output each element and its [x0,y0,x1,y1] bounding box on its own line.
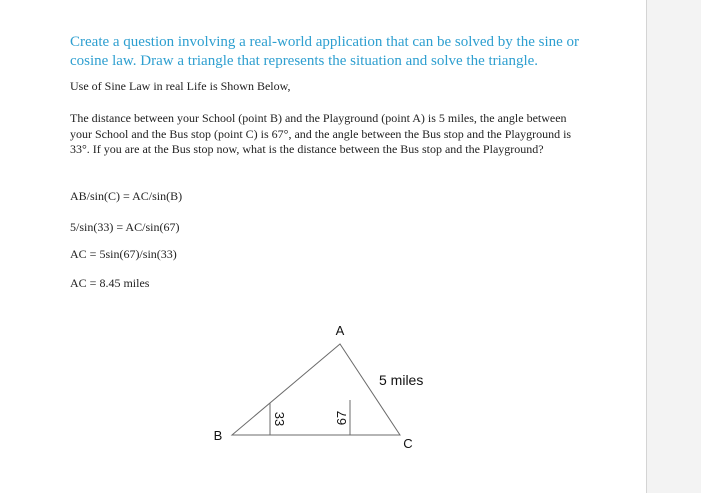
equation-1: AB/sin(C) = AC/sin(B) [70,189,183,203]
vertex-a-label: A [335,323,345,338]
intro-text: Use of Sine Law in real Life is Shown Below, [70,79,291,93]
angle-b-label: 33 [272,411,287,427]
question-text: Create a question involving a real-world application that can be solved by the sine or cosine law. Draw a triangle that represents the situation and solve the triangle. [70,34,580,69]
equation-3: AC = 5sin(67)/sin(33) [70,247,177,261]
triangle-shape [232,344,400,435]
angle-c-label: 67 [334,410,349,426]
side-panel [646,0,701,493]
side-length-label: 5 miles [379,372,424,388]
problem-text: The distance between your School (point B) and the Playground (point A) is 5 miles, the angle between your School and the Bus stop (point C) is 67°, and the angle between the Bus stop and the Playground is 33°. If you are at the Bus stop now, what is the distance between the Bus stop and the Playground? [70,111,572,156]
vertex-b-label: B [213,428,223,443]
triangle-diagram [190,315,450,465]
equation-2: 5/sin(33) = AC/sin(67) [70,220,180,234]
vertex-c-label: C [403,436,413,451]
equation-4: AC = 8.45 miles [70,276,150,290]
